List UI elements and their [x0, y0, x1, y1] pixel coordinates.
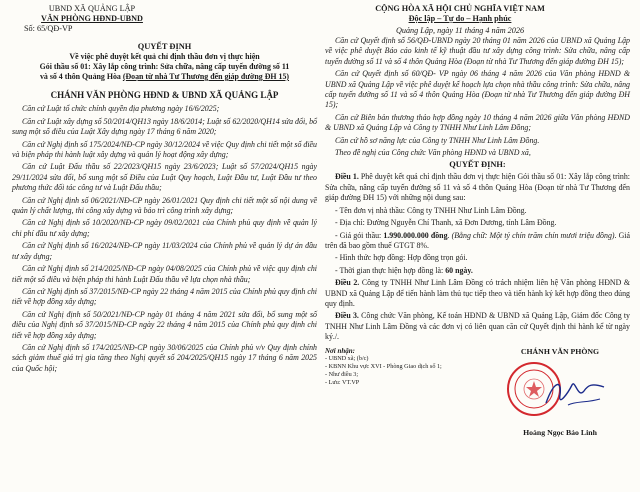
handwritten-signature-icon — [542, 373, 608, 413]
document-title: QUYẾT ĐỊNH — [137, 42, 192, 51]
legal-basis: Căn cứ Luật xây dựng số 50/2014/QH13 ngày 18/6/2014; Luật số 62/2020/QH14 sửa đổi, bổ sung một số điều của Luật Xây dựng ngày 17 tháng 6 năm 2020; — [12, 116, 317, 137]
price-note: . Giá trên đã bao gồm thuế GTGT 8%. — [325, 230, 630, 250]
item-duration — [325, 266, 630, 276]
recipient-item: - UBND xã; (b/c) — [325, 354, 369, 362]
price-label: - Giá gói thầu: — [335, 230, 384, 240]
item-address: - Địa chỉ: Đường Nguyễn Chí Thanh, xã Đơn Dương, tỉnh Lâm Đồng. — [335, 218, 557, 228]
article-2-text: Công ty TNHH Như Linh Lâm Đồng có trách nhiệm liên hệ Văn phòng HĐND & UBND xã Quảng Lập để tiến hành làm thủ tục tiếp theo và tiến hành ký kết hợp đồng theo đúng quy định. — [325, 278, 630, 308]
legal-basis: Căn cứ Nghị định số 50/2021/NĐ-CP ngày 01 tháng 4 năm 2021 sửa đổi, bổ sung một số điều của Nghị định số 37/2015/NĐ-CP ngày 22 tháng 4 năm 2015 của Chính phủ quy định chi tiết về hợp đồng xây dựng; — [12, 309, 317, 340]
org-line-1: UBND XÃ QUẢNG LẬP — [48, 4, 136, 13]
description-2: Gói thầu số 01: Xây lắp công trình: Sửa chữa, nâng cấp tuyến đường số 11 — [39, 62, 290, 71]
legal-basis: Căn cứ Quyết định số 56/QĐ-UBND ngày 20 tháng 01 năm 2026 của UBND xã Quảng Lập về việc phê duyệt Báo cáo kinh tế kỹ thuật đầu tư xây dựng công trình: Sửa chữa, nâng cấp tuyến đường số 11 và số 4 thôn Quảng Hòa (Đoạn từ nhà Tư Thương đến giáp đường ĐH 15); — [325, 36, 630, 66]
legal-basis: Căn cứ Luật Đấu thầu số 22/2023/QH15 ngày 23/6/2023; Luật số 57/2024/QH15 ngày 29/11/2024 sửa đổi, bổ sung một số Điều của Luật Quy hoạch, Luật Đầu tư, Luật Đầu tư theo phương thức đối tác công tư và Luật Đấu thầu; — [12, 162, 317, 193]
issuer-block — [12, 4, 172, 36]
description-3-4 — [12, 72, 317, 82]
legal-basis: Căn cứ Nghị định số 37/2015/NĐ-CP ngày 22 tháng 4 năm 2015 của Chính phủ quy định chi tiết về hợp đồng xây dựng; — [12, 286, 317, 307]
document-header — [12, 4, 630, 36]
recipients-block — [325, 347, 465, 441]
item-contract-type: - Hình thức hợp đồng: Hợp đồng trọn gói. — [335, 253, 468, 263]
article-1 — [325, 172, 630, 203]
legal-basis: Căn cứ Nghị định số 174/2025/NĐ-CP ngày 30/06/2025 của Chính phủ v/v Quy định chính sách giảm thuế giá trị gia tăng theo Nghị quyết số 204/2025/QH15 ngày 17 tháng 6 năm 2025 của Quốc hội; — [12, 342, 317, 373]
legal-basis: Căn cứ Nghị định số 16/2024/NĐ-CP ngày 11/03/2024 của Chính phủ về quản lý dự án đầu tư xây dựng; — [12, 241, 317, 261]
legal-basis: Theo đề nghị của Công chức Văn phòng HĐND và UBND xã, — [335, 148, 531, 158]
description-4: (Đoạn từ nhà Tư Thương đến giáp đường ĐH 15) — [122, 72, 290, 81]
decides-heading: QUYẾT ĐỊNH: — [449, 160, 506, 170]
org-line-2: VĂN PHÒNG HĐND-UBND — [41, 14, 143, 23]
legal-basis: Căn cứ Biên bản thương thảo hợp đồng ngày 10 tháng 4 năm 2026 giữa Văn phòng HĐND & UBND xã Quảng Lập và Công ty TNHH Như Linh Lâm Đồng; — [325, 112, 630, 133]
legal-basis: Căn cứ hồ sơ năng lực của Công ty TNHH Như Linh Lâm Đồng. — [335, 135, 540, 145]
left-column — [12, 36, 317, 441]
legal-basis: Căn cứ Nghị định số 214/2025/NĐ-CP ngày 04/08/2025 của Chính phủ về việc quy định chi tiết một số điều và biện pháp thi hành Luật Đấu thầu về lựa chọn nhà thầu; — [12, 264, 317, 284]
right-column — [325, 36, 630, 441]
issuer-heading: CHÁNH VĂN PHÒNG HĐND & UBND XÃ QUẢNG LẬP — [50, 90, 279, 100]
document-date: Quảng Lập, ngày 11 tháng 4 năm 2026 — [395, 26, 525, 35]
recipient-item: - KBNN Khu vực XVI - Phòng Giao dịch số 1; — [325, 362, 442, 370]
legal-basis: Căn cứ Nghị định số 10/2020/NĐ-CP ngày 09/02/2021 của Chính phủ quy định về quản lý chi phí đầu tư xây dựng; — [12, 218, 317, 238]
legal-basis: Căn cứ Nghị định số 06/2021/NĐ-CP ngày 26/01/2021 Quy định chi tiết một số nội dung về quản lý chất lượng, thi công xây dựng và bảo trì công trình xây dựng; — [12, 195, 317, 216]
recipient-item: - Lưu: VT.VP — [325, 378, 360, 386]
duration-value: 60 ngày. — [445, 265, 473, 275]
legal-basis: Căn cứ Nghị định số 175/2024/NĐ-CP ngày 30/12/2024 về việc Quy định chi tiết một số điều và biện pháp thi hành luật xây dựng và quản lý hoạt động xây dựng; — [12, 139, 317, 160]
description-3: và số 4 thôn Quảng Hòa — [39, 72, 121, 81]
description-1: Về việc phê duyệt kết quả chỉ định thầu đơn vị thực hiện — [69, 52, 260, 61]
item-unit: - Tên đơn vị nhà thầu: Công ty TNHH Như Linh Lâm Đồng. — [335, 205, 527, 215]
article-1-text: Phê duyệt kết quả chỉ định thầu đơn vị thực hiện Gói thầu số 01: Xây lắp công trình: Sửa chữa, nâng cấp tuyến đường số 11 và số 4 thôn Quảng Hòa (Đoạn từ nhà Tư Thương đến giáp đường ĐH 15) với những nội dung sau: — [325, 172, 630, 203]
signer-title: CHÁNH VĂN PHÒNG — [520, 346, 600, 356]
article-3 — [325, 311, 630, 342]
signer-name: Hoàng Ngọc Bảo Linh — [523, 428, 597, 438]
recipient-item: - Như điều 3; — [325, 370, 359, 378]
recipients-heading: Nơi nhận: — [325, 346, 356, 355]
duration-label: - Thời gian thực hiện hợp đồng là: — [335, 265, 446, 275]
price-words: . (Bằng chữ: Một tỷ chín trăm chín mươi triệu đồng) — [447, 230, 615, 240]
article-3-label: Điều 3. — [335, 311, 359, 321]
article-3-text: Công chức Văn phòng, Kế toán HĐND & UBND xã Quảng Lập, Giám đốc Công ty TNHH Như Linh Lâm Đồng và các đơn vị có liên quan căn cứ Quyết định thi hành kể từ ngày ký./. — [325, 311, 630, 342]
motto: Độc lập – Tự do – Hạnh phúc — [408, 14, 512, 23]
price-value: 1.990.000.000 đồng — [383, 230, 448, 240]
signature-block — [490, 347, 630, 441]
legal-basis: Căn cứ Quyết định số 60/QĐ- VP ngày 06 tháng 4 năm 2026 của Văn phòng HĐND & UBND xã Quảng Lập về việc phê duyệt kế hoạch lựa chọn nhà thầu công trình: Sửa chữa, nâng cấp tuyến đường số 11 và số 4 thôn Quảng Hòa (Đoạn từ nhà Tư Thương đến giáp đường ĐH 15); — [325, 69, 630, 110]
article-1-label: Điều 1. — [335, 172, 359, 182]
article-2-label: Điều 2. — [335, 278, 360, 288]
document-number: Số: 65/QĐ-VP — [24, 24, 73, 33]
article-2 — [325, 278, 630, 309]
legal-basis: Căn cứ Luật tổ chức chính quyền địa phương ngày 16/6/2025; — [22, 104, 220, 114]
national-block — [330, 4, 590, 36]
item-price — [325, 231, 630, 252]
country-name: CỘNG HÒA XÃ HỘI CHỦ NGHĨA VIỆT NAM — [375, 4, 545, 13]
